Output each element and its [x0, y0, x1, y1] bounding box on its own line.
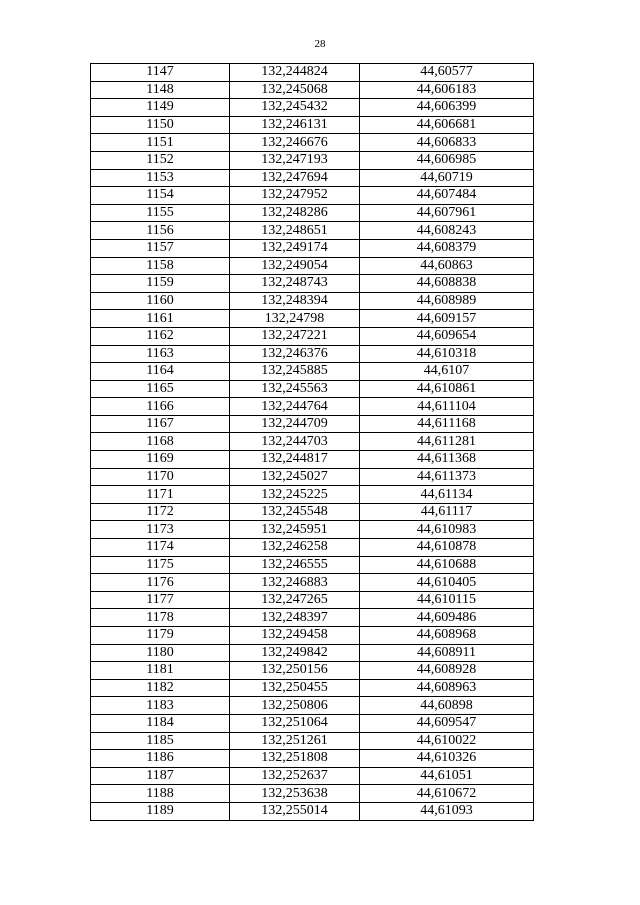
longitude-cell: 132,248651 — [230, 222, 360, 240]
table-row — [91, 345, 534, 363]
point-number-cell: 1157 — [91, 239, 230, 257]
longitude-cell: 132,247221 — [230, 327, 360, 345]
table-row — [91, 521, 534, 539]
longitude-cell: 132,245027 — [230, 468, 360, 486]
latitude-cell: 44,608911 — [360, 644, 534, 662]
longitude-cell: 132,245885 — [230, 363, 360, 381]
point-number-cell: 1173 — [91, 521, 230, 539]
point-number-cell: 1162 — [91, 327, 230, 345]
latitude-cell: 44,606833 — [360, 134, 534, 152]
table-row — [91, 187, 534, 205]
table-row — [91, 169, 534, 187]
longitude-cell: 132,247952 — [230, 187, 360, 205]
latitude-cell: 44,611281 — [360, 433, 534, 451]
table-row — [91, 433, 534, 451]
longitude-cell: 132,250156 — [230, 662, 360, 680]
longitude-cell: 132,249054 — [230, 257, 360, 275]
longitude-cell: 132,246555 — [230, 556, 360, 574]
latitude-cell: 44,608989 — [360, 292, 534, 310]
table-row — [91, 802, 534, 820]
table-row — [91, 239, 534, 257]
longitude-cell: 132,246676 — [230, 134, 360, 152]
longitude-cell: 132,249174 — [230, 239, 360, 257]
latitude-cell: 44,61051 — [360, 767, 534, 785]
point-number-cell: 1153 — [91, 169, 230, 187]
latitude-cell: 44,611104 — [360, 398, 534, 416]
point-number-cell: 1158 — [91, 257, 230, 275]
point-number-cell: 1172 — [91, 503, 230, 521]
point-number-cell: 1163 — [91, 345, 230, 363]
table-row — [91, 785, 534, 803]
table-row — [91, 662, 534, 680]
point-number-cell: 1185 — [91, 732, 230, 750]
table-row — [91, 486, 534, 504]
point-number-cell: 1174 — [91, 539, 230, 557]
table-row — [91, 310, 534, 328]
point-number-cell: 1179 — [91, 627, 230, 645]
longitude-cell: 132,247694 — [230, 169, 360, 187]
longitude-cell: 132,246131 — [230, 116, 360, 134]
longitude-cell: 132,247265 — [230, 591, 360, 609]
table-row — [91, 591, 534, 609]
table-row — [91, 767, 534, 785]
longitude-cell: 132,246883 — [230, 574, 360, 592]
table-row — [91, 99, 534, 117]
table-row — [91, 468, 534, 486]
longitude-cell: 132,245548 — [230, 503, 360, 521]
latitude-cell: 44,610326 — [360, 750, 534, 768]
longitude-cell: 132,244764 — [230, 398, 360, 416]
point-number-cell: 1150 — [91, 116, 230, 134]
table-row — [91, 574, 534, 592]
table-row — [91, 327, 534, 345]
longitude-cell: 132,255014 — [230, 802, 360, 820]
latitude-cell: 44,60577 — [360, 64, 534, 82]
longitude-cell: 132,245563 — [230, 380, 360, 398]
point-number-cell: 1161 — [91, 310, 230, 328]
point-number-cell: 1147 — [91, 64, 230, 82]
longitude-cell: 132,248743 — [230, 275, 360, 293]
latitude-cell: 44,606681 — [360, 116, 534, 134]
point-number-cell: 1166 — [91, 398, 230, 416]
point-number-cell: 1188 — [91, 785, 230, 803]
table-row — [91, 222, 534, 240]
longitude-cell: 132,245432 — [230, 99, 360, 117]
latitude-cell: 44,608968 — [360, 627, 534, 645]
table-row — [91, 151, 534, 169]
longitude-cell: 132,245951 — [230, 521, 360, 539]
latitude-cell: 44,608243 — [360, 222, 534, 240]
longitude-cell: 132,244709 — [230, 415, 360, 433]
table-row — [91, 732, 534, 750]
point-number-cell: 1156 — [91, 222, 230, 240]
latitude-cell: 44,609547 — [360, 714, 534, 732]
latitude-cell: 44,610861 — [360, 380, 534, 398]
longitude-cell: 132,249458 — [230, 627, 360, 645]
point-number-cell: 1159 — [91, 275, 230, 293]
table-row — [91, 697, 534, 715]
latitude-cell: 44,6107 — [360, 363, 534, 381]
point-number-cell: 1175 — [91, 556, 230, 574]
longitude-cell: 132,246258 — [230, 539, 360, 557]
point-number-cell: 1168 — [91, 433, 230, 451]
table-row — [91, 627, 534, 645]
table-row — [91, 81, 534, 99]
longitude-cell: 132,251064 — [230, 714, 360, 732]
latitude-cell: 44,608928 — [360, 662, 534, 680]
longitude-cell: 132,250455 — [230, 679, 360, 697]
latitude-cell: 44,610688 — [360, 556, 534, 574]
longitude-cell: 132,248286 — [230, 204, 360, 222]
table-row — [91, 644, 534, 662]
point-number-cell: 1160 — [91, 292, 230, 310]
table-row — [91, 116, 534, 134]
longitude-cell: 132,251808 — [230, 750, 360, 768]
table-row — [91, 679, 534, 697]
longitude-cell: 132,24798 — [230, 310, 360, 328]
latitude-cell: 44,610318 — [360, 345, 534, 363]
point-number-cell: 1169 — [91, 451, 230, 469]
longitude-cell: 132,249842 — [230, 644, 360, 662]
latitude-cell: 44,609486 — [360, 609, 534, 627]
latitude-cell: 44,611368 — [360, 451, 534, 469]
latitude-cell: 44,60719 — [360, 169, 534, 187]
longitude-cell: 132,253638 — [230, 785, 360, 803]
table-row — [91, 134, 534, 152]
latitude-cell: 44,610115 — [360, 591, 534, 609]
table-row — [91, 750, 534, 768]
table-row — [91, 398, 534, 416]
latitude-cell: 44,610878 — [360, 539, 534, 557]
longitude-cell: 132,252637 — [230, 767, 360, 785]
table-row — [91, 64, 534, 82]
table-row — [91, 556, 534, 574]
longitude-cell: 132,245225 — [230, 486, 360, 504]
point-number-cell: 1151 — [91, 134, 230, 152]
point-number-cell: 1183 — [91, 697, 230, 715]
latitude-cell: 44,608379 — [360, 239, 534, 257]
table-row — [91, 503, 534, 521]
table-row — [91, 714, 534, 732]
point-number-cell: 1184 — [91, 714, 230, 732]
latitude-cell: 44,606183 — [360, 81, 534, 99]
table-row — [91, 539, 534, 557]
latitude-cell: 44,608838 — [360, 275, 534, 293]
point-number-cell: 1176 — [91, 574, 230, 592]
latitude-cell: 44,61134 — [360, 486, 534, 504]
point-number-cell: 1154 — [91, 187, 230, 205]
latitude-cell: 44,61093 — [360, 802, 534, 820]
latitude-cell: 44,611373 — [360, 468, 534, 486]
point-number-cell: 1171 — [91, 486, 230, 504]
point-number-cell: 1177 — [91, 591, 230, 609]
latitude-cell: 44,610022 — [360, 732, 534, 750]
latitude-cell: 44,606985 — [360, 151, 534, 169]
latitude-cell: 44,607961 — [360, 204, 534, 222]
latitude-cell: 44,606399 — [360, 99, 534, 117]
coordinates-table — [90, 63, 534, 821]
latitude-cell: 44,609654 — [360, 327, 534, 345]
longitude-cell: 132,250806 — [230, 697, 360, 715]
longitude-cell: 132,244824 — [230, 64, 360, 82]
point-number-cell: 1155 — [91, 204, 230, 222]
longitude-cell: 132,246376 — [230, 345, 360, 363]
point-number-cell: 1180 — [91, 644, 230, 662]
table-row — [91, 609, 534, 627]
point-number-cell: 1167 — [91, 415, 230, 433]
point-number-cell: 1187 — [91, 767, 230, 785]
longitude-cell: 132,247193 — [230, 151, 360, 169]
latitude-cell: 44,610672 — [360, 785, 534, 803]
latitude-cell: 44,60898 — [360, 697, 534, 715]
table-row — [91, 380, 534, 398]
point-number-cell: 1165 — [91, 380, 230, 398]
latitude-cell: 44,609157 — [360, 310, 534, 328]
table-row — [91, 292, 534, 310]
longitude-cell: 132,245068 — [230, 81, 360, 99]
longitude-cell: 132,244703 — [230, 433, 360, 451]
longitude-cell: 132,244817 — [230, 451, 360, 469]
page-number: 28 — [314, 38, 326, 50]
point-number-cell: 1152 — [91, 151, 230, 169]
point-number-cell: 1148 — [91, 81, 230, 99]
table-row — [91, 204, 534, 222]
longitude-cell: 132,248397 — [230, 609, 360, 627]
point-number-cell: 1170 — [91, 468, 230, 486]
latitude-cell: 44,607484 — [360, 187, 534, 205]
point-number-cell: 1178 — [91, 609, 230, 627]
latitude-cell: 44,61117 — [360, 503, 534, 521]
table-row — [91, 275, 534, 293]
point-number-cell: 1189 — [91, 802, 230, 820]
point-number-cell: 1181 — [91, 662, 230, 680]
point-number-cell: 1164 — [91, 363, 230, 381]
point-number-cell: 1149 — [91, 99, 230, 117]
point-number-cell: 1186 — [91, 750, 230, 768]
table-row — [91, 257, 534, 275]
table-row — [91, 451, 534, 469]
latitude-cell: 44,610983 — [360, 521, 534, 539]
latitude-cell: 44,60863 — [360, 257, 534, 275]
table-row — [91, 415, 534, 433]
table-row — [91, 363, 534, 381]
latitude-cell: 44,608963 — [360, 679, 534, 697]
latitude-cell: 44,610405 — [360, 574, 534, 592]
latitude-cell: 44,611168 — [360, 415, 534, 433]
coordinates-table-body — [91, 64, 534, 821]
longitude-cell: 132,251261 — [230, 732, 360, 750]
point-number-cell: 1182 — [91, 679, 230, 697]
longitude-cell: 132,248394 — [230, 292, 360, 310]
